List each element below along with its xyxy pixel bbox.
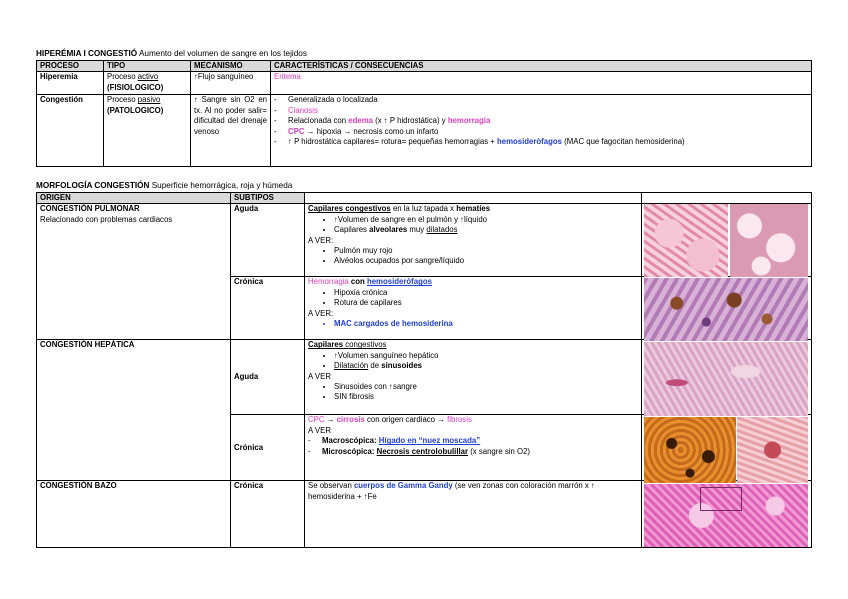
mecanismo-cell: ↑ Sangre sin O2 en tx. Al no poder salir= dificultad del drenaje venoso — [191, 95, 271, 167]
liver-nutmeg-macro-image — [644, 417, 736, 483]
proceso-cell: Congestión — [40, 95, 83, 105]
origen-cell: CONGESTIÓN HEPÁTICA — [37, 340, 231, 481]
col-header-mecanismo: MECANISMO — [191, 61, 271, 72]
subtipo-cell: Crónica — [234, 277, 264, 287]
hiperemia-table — [36, 60, 812, 167]
subtipo-cell: Crónica — [234, 481, 264, 491]
subtipo-cell: Aguda — [234, 372, 259, 382]
lung-acute-histology-image — [644, 204, 728, 277]
col-header-tipo: TIPO — [104, 61, 191, 72]
hiperemia-title: HIPERÉMIA I CONGESTIÓ Aumento del volumen de sangre en los tejidos — [36, 49, 307, 58]
liver-chronic-histology-image — [737, 417, 808, 483]
subtipo-cell: Aguda — [234, 204, 259, 214]
mecanismo-cell: ↑Flujo sanguíneo — [191, 72, 271, 95]
origen-cell: CONGESTIÓN BAZO — [37, 481, 231, 548]
subtipo-cell: Crónica — [234, 442, 264, 452]
col-header-proceso: PROCESO — [37, 61, 104, 72]
lung-chronic-histology-image — [644, 278, 808, 341]
spleen-inset-frame — [700, 487, 742, 511]
descripcion-cell: Hemorragia con hemosideròfagos • Hipoxia crónica • Rotura de capilares A VER: • MAC cargados de hemosiderina — [305, 277, 642, 340]
descripcion-cell: Capilares congestivos • ↑Volumen sanguíneo hepático • Dilatación de sinusoides A VER • Sinusoides con ↑sangre • SIN fibrosis — [305, 340, 642, 415]
table-row — [37, 72, 812, 95]
caract-cell: - Generalizada o localizada - Cianosis - Relacionada con edema (x ↑ P hidrostática) y hemorragia - CPC → hipoxia → necrosis como un infarto - ↑ P hidrostática capilares= rotura= pequeñas hemorragias + hemosideròfagos (MAC que fagocitan hemosiderina) — [271, 95, 812, 167]
liver-acute-histology-image — [644, 342, 808, 416]
col-header-subtipos: SUBTIPOS — [231, 193, 305, 204]
descripcion-cell: Se observan cuerpos de Gamma Gandy (se ven zonas con coloración marrón x ↑ hemosiderina + ↑Fe — [305, 481, 642, 548]
caract-cell: Eritema — [274, 72, 301, 82]
col-header-caracteristicas: CARACTERÍSTICAS / CONSECUENCIAS — [271, 61, 812, 72]
col-header-origen: ORIGEN — [37, 193, 231, 204]
tipo-cell: Proceso pasivo (PATOLOGICO) — [104, 95, 191, 167]
origen-cell: CONGESTIÓN PULMONAR Relacionado con problemas cardiacos — [37, 204, 231, 340]
proceso-cell: Hiperemia — [40, 72, 78, 82]
descripcion-cell: CPC → cirrosis con origen cardiaco → fibrosis A VER - Macroscópica: Hígado en “nuez moscada” - Microscópica: Necrosis centrolobulillar (x sangre sin O2) — [305, 415, 642, 481]
descripcion-cell: Capilares congestivos en la luz tapada x hematíes • ↑Volumen de sangre en el pulmón y ↑líquido • Capilares alveolares muy dilatados A VER: • Pulmón muy rojo • Alvéolos ocupados por sangre/líquido — [305, 204, 642, 277]
morfologia-title: MORFOLOGÍA CONGESTIÓN Superficie hemorrágica, roja y húmeda — [36, 181, 293, 190]
lung-acute-histology-image-2 — [730, 204, 808, 277]
table-row — [37, 95, 812, 167]
tipo-cell: Proceso activo (FISIOLOGICO) — [104, 72, 191, 95]
